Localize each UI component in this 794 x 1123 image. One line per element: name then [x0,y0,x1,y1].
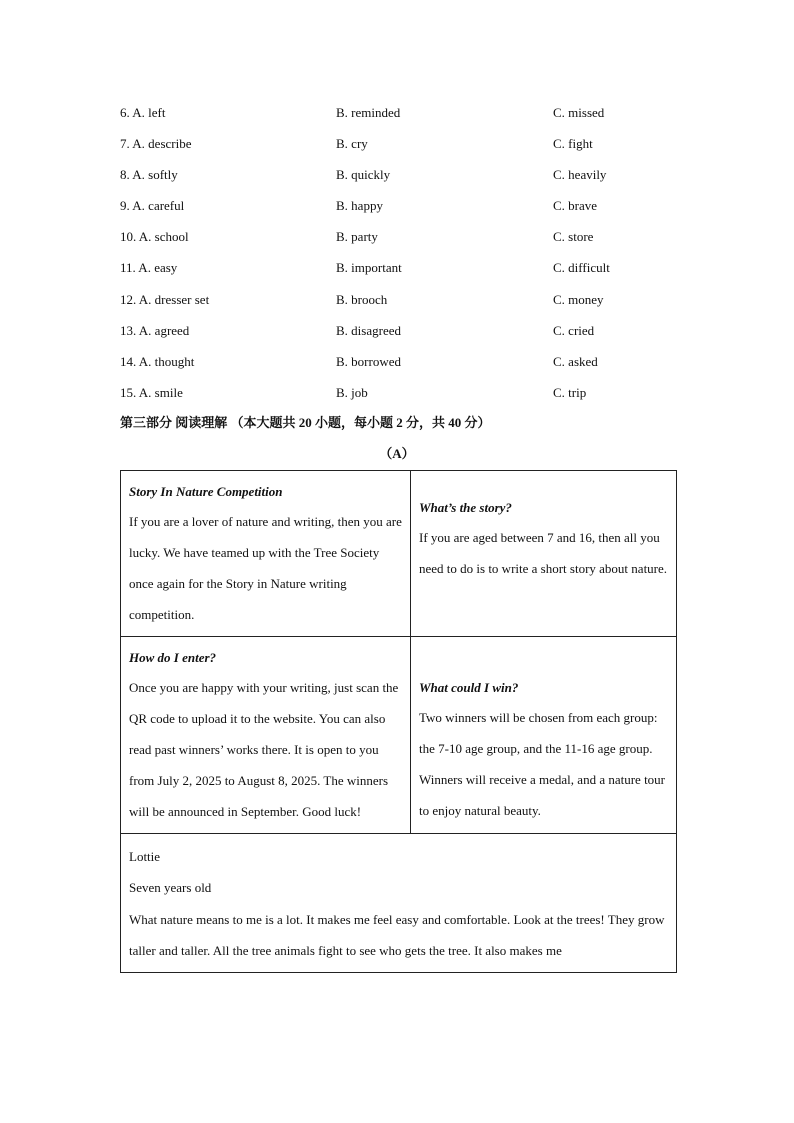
enter-body: Once you are happy with your writing, just scan the QR code to upload it to the website. You can also read past winners’ works there. It is open to you from July 2, 2025 to August 8, 2025. The winners will be announced in September. Good luck! [129,680,399,819]
sample-story-cell [121,834,677,973]
author-name: Lottie [129,849,161,864]
option-a: 9. A. careful [120,198,185,214]
option-c: C. missed [553,105,605,120]
option-c: C. fight [553,136,593,152]
option-b: B. job [336,384,368,400]
option-a: 7. A. describe [120,136,192,152]
option-c: C. cried [553,322,595,338]
option-a: 8. A. softly [120,167,178,183]
option-row-12 [120,285,680,316]
option-c: C. store [553,229,594,245]
table-row [121,637,677,834]
option-b: B. brooch [336,291,388,307]
option-a: 13. A. agreed [120,322,190,338]
option-b: B. important [336,260,402,276]
option-row-10 [120,222,680,253]
intro-cell [121,471,411,637]
option-c: C. heavily [553,167,607,183]
option-row-7 [120,129,680,160]
option-row-8 [120,160,680,191]
option-row-9 [120,191,680,222]
option-a: 11. A. easy [120,260,178,276]
story-body: If you are aged between 7 and 16, then all you need to do is to write a short story about nature. [419,530,668,576]
option-b: B. party [336,229,378,245]
option-c: C. difficult [553,260,610,276]
option-b: B. disagreed [336,322,401,338]
option-row-11 [120,253,680,284]
option-c: C. asked [553,353,598,369]
section-heading: 第三部分 阅读理解 （本大题共 20 小题，每小题 2 分，共 40 分） [120,415,491,430]
option-c: C. trip [553,384,587,400]
option-row-13 [120,316,680,347]
win-cell [411,637,677,834]
option-row-14 [120,347,680,378]
table-row [121,834,677,973]
option-b: B. cry [336,136,368,152]
option-b: B. reminded [336,105,401,120]
option-a: 14. A. thought [120,353,195,369]
intro-title: Story In Nature Competition [129,484,283,499]
intro-body: If you are a lover of nature and writing, then you are lucky. We have teamed up with the Tree Society once again for the Story in Nature writing competition. [129,514,402,622]
option-c: C. money [553,291,604,307]
table-row [121,471,677,637]
option-a: 12. A. dresser set [120,291,210,307]
option-row-6 [120,98,680,129]
option-b: B. happy [336,198,383,214]
enter-title: How do I enter? [129,650,217,665]
story-cell [411,471,677,637]
win-title: What could I win? [419,680,519,695]
options-list [120,98,680,409]
story-title: What’s the story? [419,500,512,515]
sample-story-text: What nature means to me is a lot. It makes me feel easy and comfortable. Look at the trees! They grow taller and taller. All the tree animals fight to see who gets the tree. It also makes me [129,911,665,958]
option-a: 10. A. school [120,229,189,245]
author-age: Seven years old [129,880,212,896]
option-a: 15. A. smile [120,384,183,400]
option-a: 6. A. left [120,105,166,120]
enter-cell [121,637,411,834]
passage-label: （A） [379,446,415,461]
option-row-15 [120,378,680,409]
competition-info-table [120,470,677,973]
option-b: B. quickly [336,167,391,183]
option-b: B. borrowed [336,353,401,369]
win-body: Two winners will be chosen from each group: the 7-10 age group, and the 11-16 age group. Winners will receive a medal, and a nature tour to enjoy natural beauty. [419,710,666,818]
option-c: C. brave [553,198,598,214]
